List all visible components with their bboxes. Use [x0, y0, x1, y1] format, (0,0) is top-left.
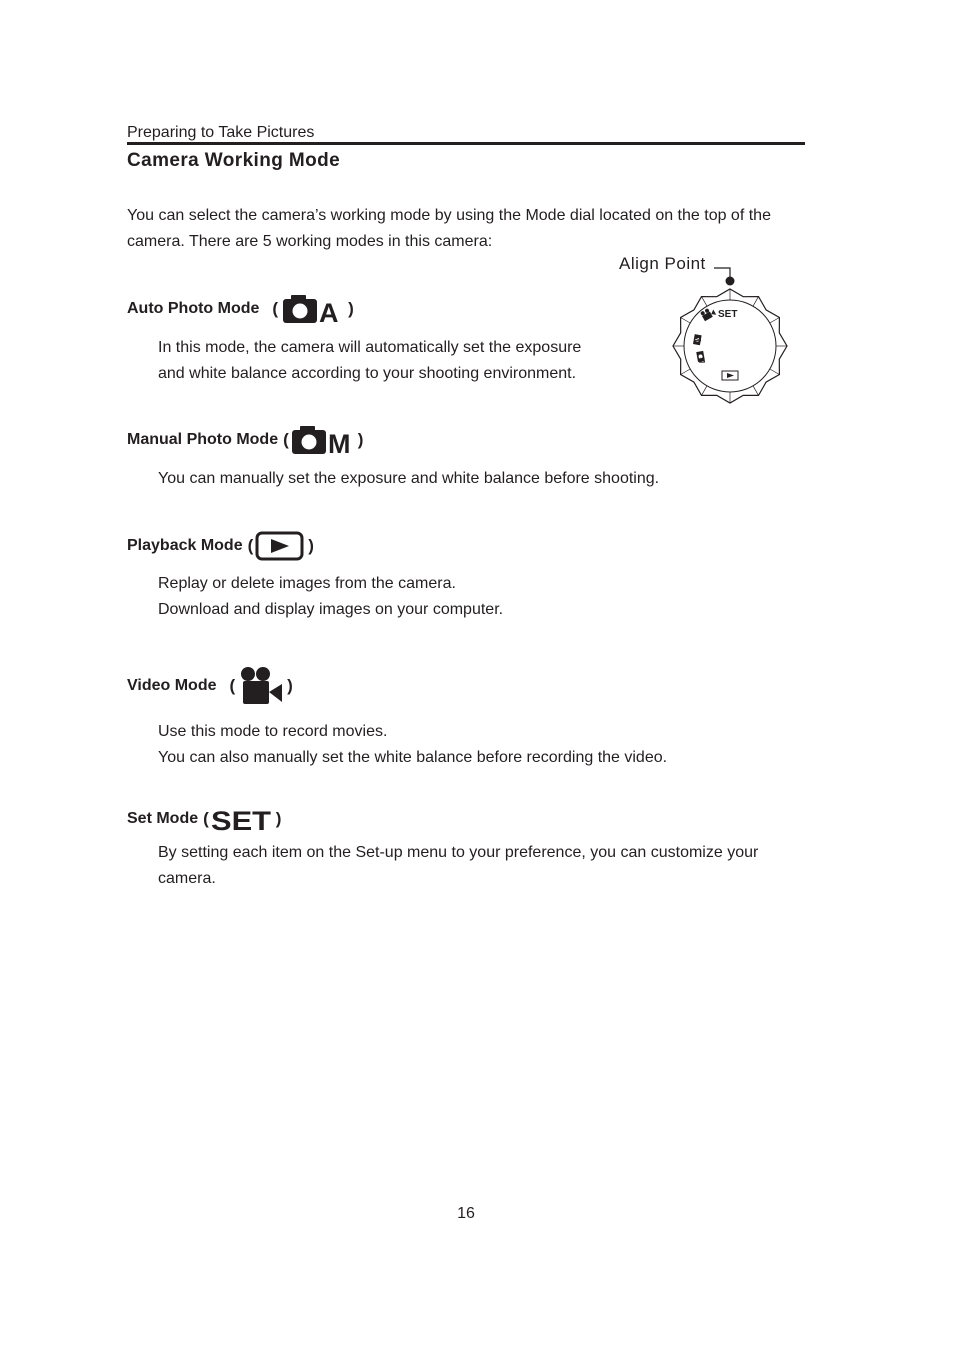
manual-desc-line-1: You can manually set the exposure and white balance before shooting. [158, 470, 660, 487]
section-label: Preparing to Take Pictures [127, 124, 315, 141]
set-desc-line-1: By setting each item on the Set-up menu to your preference, you can customize your [158, 844, 759, 861]
set-desc-line-2: camera. [158, 870, 216, 887]
dial-spoke [770, 369, 780, 375]
manual-close-paren: ) [357, 430, 364, 449]
dial-spoke [702, 297, 708, 307]
playback-close-paren: ) [308, 536, 314, 555]
video-desc-line-2: You can also manually set the white balance before recording the video. [158, 749, 668, 766]
manual-open-paren: ( [283, 430, 289, 449]
playback-open-paren: ( [247, 536, 254, 555]
dial-gear-outline [673, 289, 787, 403]
dial-gear-spokes [673, 289, 787, 403]
dial-spoke [681, 369, 691, 375]
auto-desc-line-2: and white balance according to your shooting environment. [158, 365, 577, 382]
dial-spoke [753, 386, 759, 396]
playback-mode-title [127, 531, 314, 561]
auto-open-paren: ( [272, 299, 279, 318]
set-mode-title [127, 805, 281, 833]
manual-photo-icon [291, 425, 357, 455]
dial-set-label: SET [718, 309, 738, 320]
auto-close-paren: ) [348, 299, 354, 318]
video-mode-label: Video Mode [127, 677, 217, 694]
page-title: Camera Working Mode [127, 150, 341, 171]
dial-spoke [681, 318, 691, 324]
auto-icon-letter: A [319, 298, 339, 324]
video-mode-description [158, 719, 667, 771]
auto-desc-line-1: In this mode, the camera will automatically set the exposure [158, 339, 582, 356]
manual-mode-label: Manual Photo Mode [127, 431, 279, 448]
dial-video-icon [700, 306, 716, 321]
auto-mode-title [127, 294, 354, 324]
set-mode-description [158, 840, 758, 892]
set-mode-label: Set Mode [127, 810, 199, 827]
video-desc-line-1: Use this mode to record movies. [158, 723, 388, 740]
manual-mode-title [127, 425, 363, 455]
manual-mode-description [158, 466, 659, 492]
set-close-paren: ) [275, 809, 282, 828]
set-icon-text: SET [210, 806, 272, 833]
intro-line-2: camera. There are 5 working modes in this camera: [127, 233, 493, 250]
video-camera-icon [239, 666, 285, 706]
dial-spoke [702, 386, 708, 396]
page-number: 16 [457, 1205, 475, 1222]
align-point-label: Align Point [619, 254, 706, 273]
dial-a-label: A [696, 356, 708, 366]
set-icon [210, 805, 274, 833]
set-open-paren: ( [203, 809, 209, 828]
video-open-paren: ( [229, 676, 236, 695]
auto-mode-label: Auto Photo Mode [127, 300, 260, 317]
manual-icon-letter: M [327, 429, 351, 455]
align-point-dot [726, 277, 735, 286]
dial-playback-icon [722, 371, 738, 380]
dial-spoke [770, 318, 780, 324]
auto-mode-description [158, 335, 581, 387]
playback-desc-line-1: Replay or delete images from the camera. [158, 575, 456, 592]
playback-icon [255, 531, 305, 561]
intro-line-1: You can select the camera’s working mode by using the Mode dial located on the top of the [127, 207, 771, 224]
mode-dial-diagram [660, 262, 800, 412]
header-rule [127, 142, 805, 145]
auto-photo-icon [282, 294, 346, 324]
playback-desc-line-2: Download and display images on your computer. [158, 601, 504, 618]
video-close-paren: ) [287, 676, 293, 695]
video-mode-title [127, 666, 293, 706]
dial-spoke [753, 297, 759, 307]
intro-paragraph [127, 203, 817, 255]
playback-mode-label: Playback Mode [127, 537, 243, 554]
dial-m-label: M [693, 335, 702, 342]
playback-mode-description [158, 571, 503, 623]
